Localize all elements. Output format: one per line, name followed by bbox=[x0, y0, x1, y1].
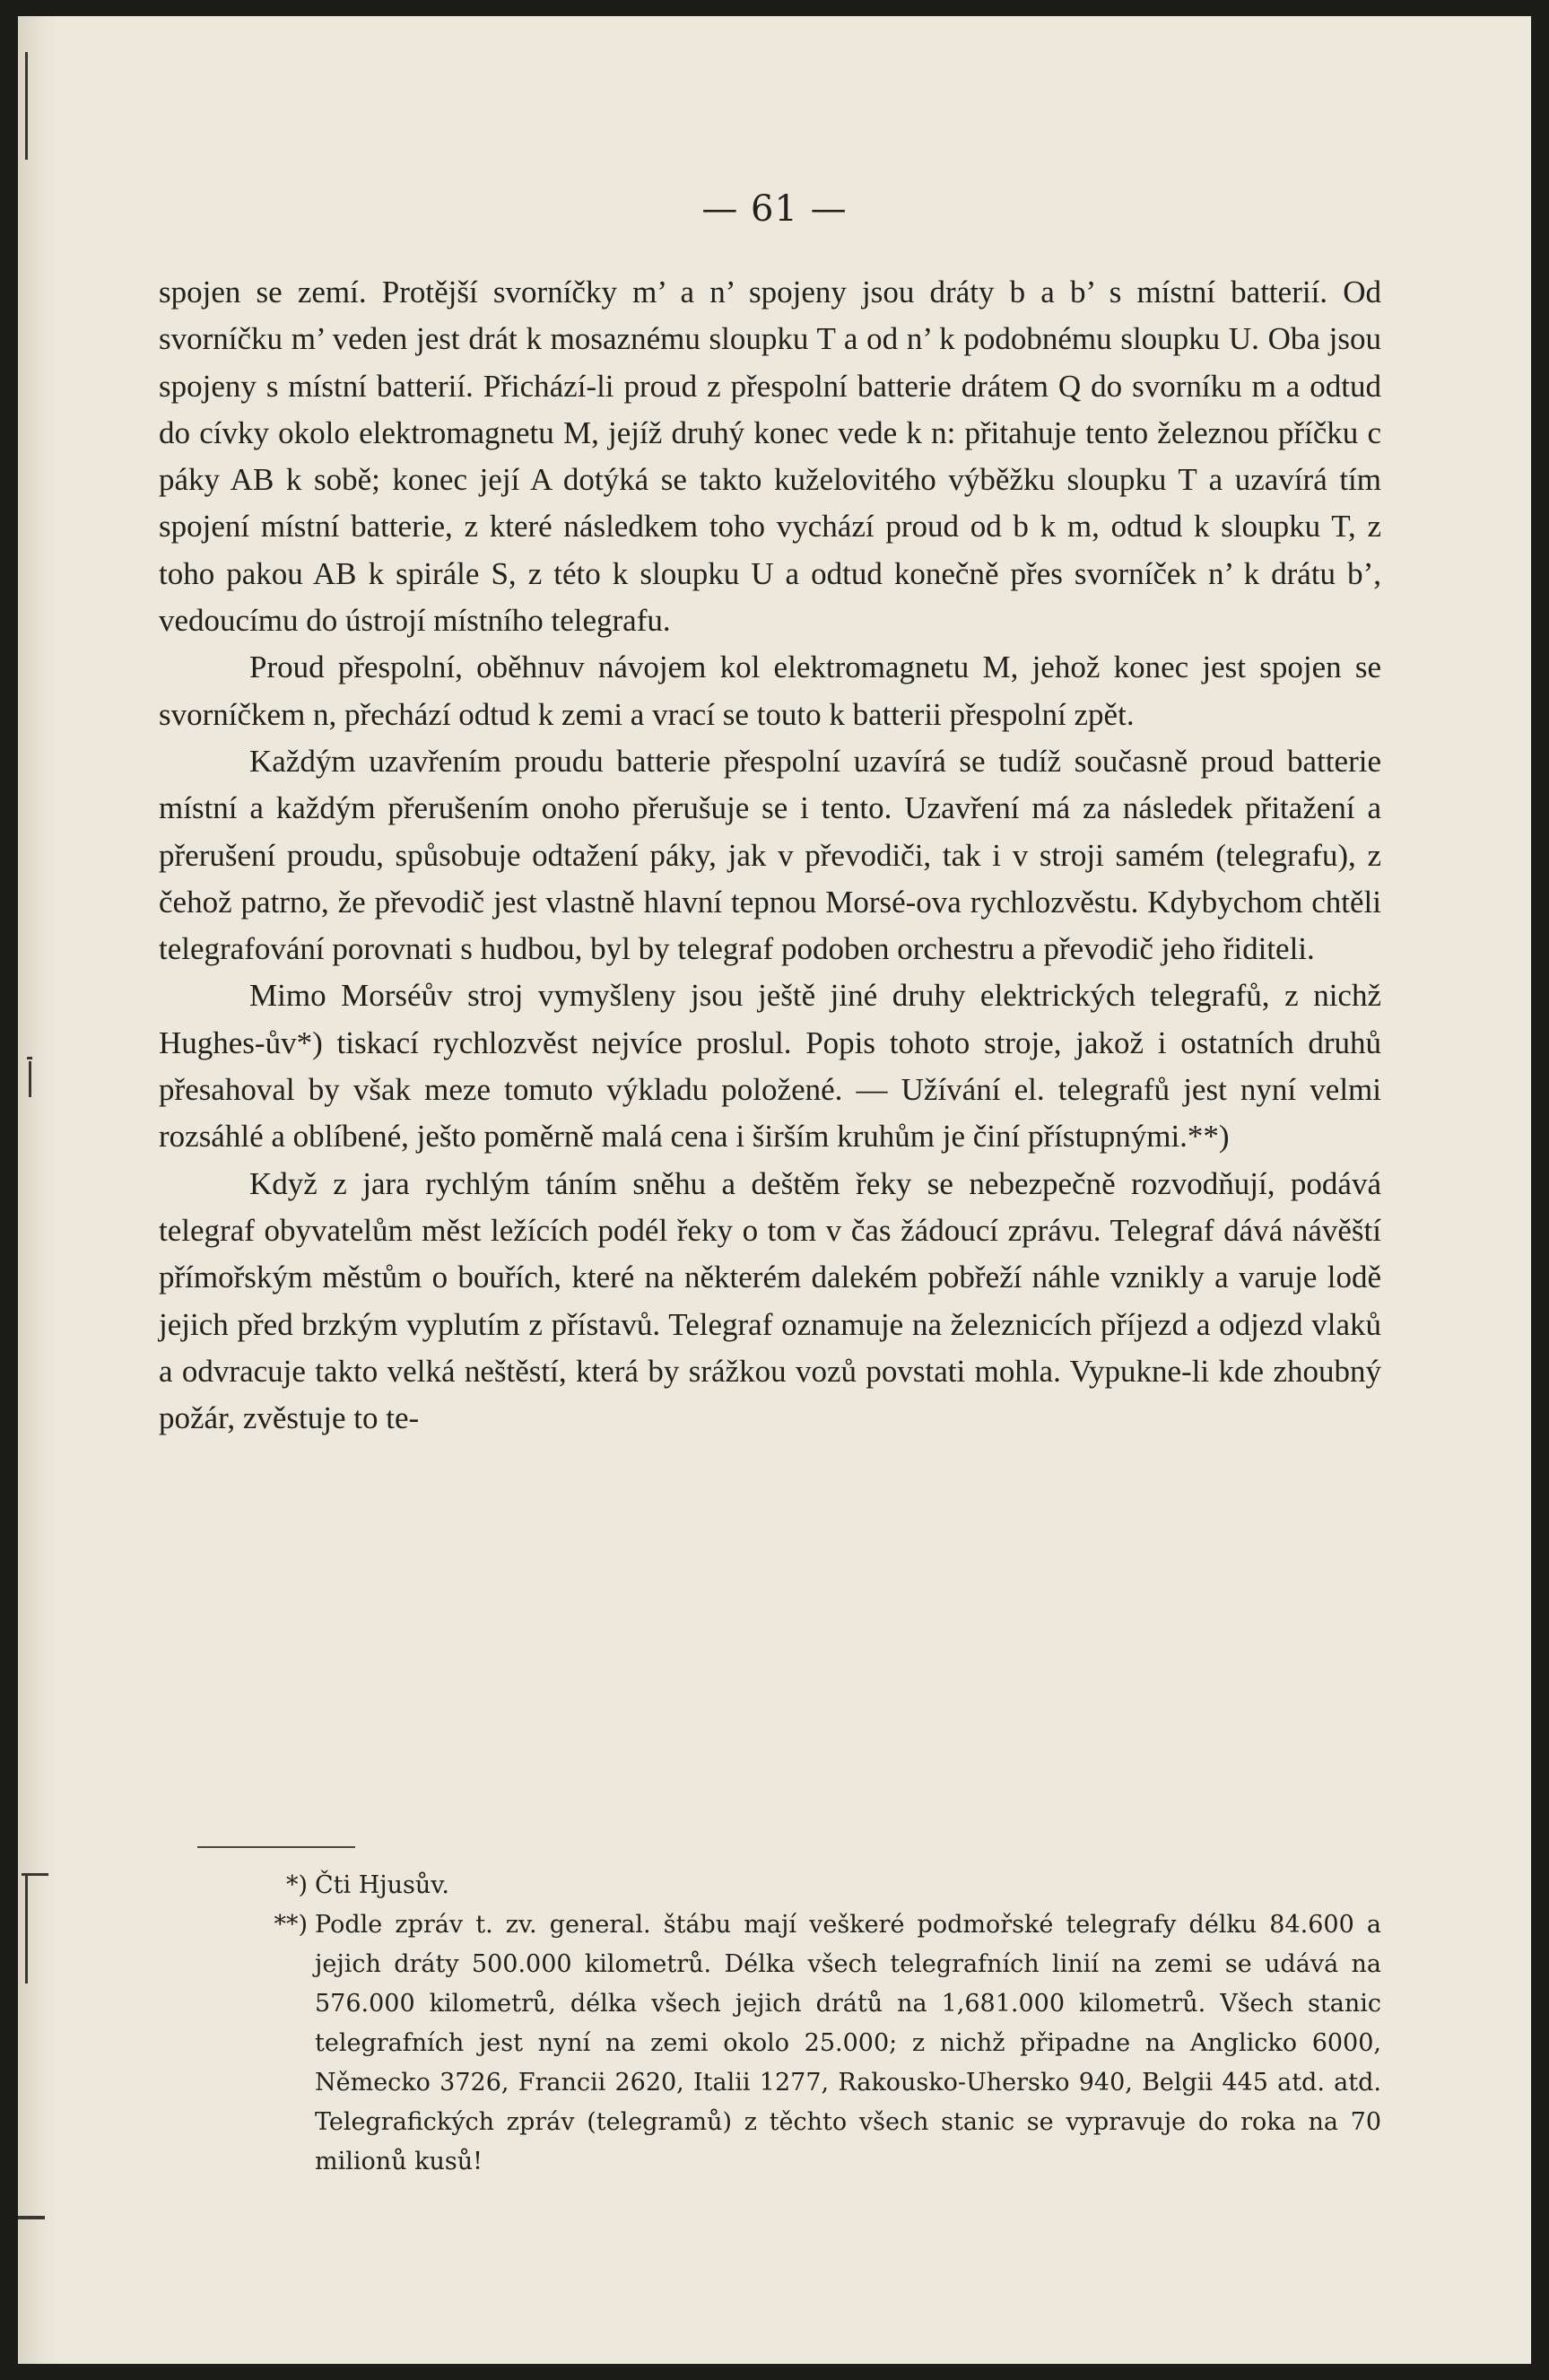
page-number: — 61 — bbox=[701, 188, 848, 230]
footnote-text: Čti Hjusův. bbox=[315, 1871, 449, 1899]
footnote bbox=[256, 1905, 1381, 2182]
paragraph: Mimo Morséův stroj vymyšleny jsou ještě jiné druhy elektrických telegrafů, z nichž Hughes-ův*) tiskací rychlozvěst nejvíce proslul. Popis tohoto stroje, jakož i ostatních druhů přesahoval by však meze tomuto výkladu položené. — Užívání el. telegrafů jest nyní velmi rozsáhlé a oblíbené, ješto poměrně malá cena i širším kruhům je činí přístupnými.**) bbox=[159, 978, 1381, 1155]
footnote-divider bbox=[197, 1846, 355, 1848]
binding-stitch-mark bbox=[27, 1057, 32, 1059]
paragraph: Každým uzavřením proudu batterie přespolní uzavírá se tudíž současně proud batterie místní a každým přerušením onoho přerušuje se i tento. Uzavření má za následek přitažení a přerušení proudu, spůsobuje odtažení páky, jak v převodiči, tak i v stroji samém (telegrafu), z čehož patrno, že převodič jest vlastně hlavní tepnou Morsé-ova rychlozvěstu. Kdybychom chtěli telegrafování porovnati s hudbou, byl by telegraf podoben orchestru a převodič jeho řiditeli. bbox=[159, 743, 1381, 967]
footnote-mark: **) bbox=[274, 1911, 308, 1939]
footnotes bbox=[256, 1866, 1381, 2182]
paragraph: Když z jara rychlým táním sněhu a deštěm řeky se nebezpečně rozvodňují, podává telegraf obyvatelům měst ležících podél řeky o tom v čas žádoucí zprávu. Telegraf dává návěští přímořským městům o bouřích, které na některém dalekém pobřeží náhle vznikly a varuje lodě jejich před brzkým vyplutím z přístavů. Telegraf oznamuje na železnicích příjezd a odjezd vlaků a odvracuje takto velká neštěstí, která by srážkou vozů povstati mohla. Vypukne-li kde zhoubný požár, zvěstuje to te- bbox=[159, 1165, 1381, 1436]
footnote-mark: *) bbox=[285, 1871, 308, 1899]
page-binding-edge bbox=[18, 16, 56, 2364]
binding-stitch-mark bbox=[25, 52, 28, 160]
footnote-text: Podle zpráv t. zv. general. štábu mají veškeré podmořské telegrafy délku 84.600 a jejich dráty 500.000 kilometrů. Délka všech telegrafních linií na zemi se udává na 576.000 kilometrů, délka všech jejich drátů na 1,681.000 kilometrů. Všech stanic telegrafních jest nyní na zemi okolo 25.000; z nichž připadne na Anglicko 6000, Německo 3726, Francii 2620, Italii 1277, Rakousko-Uhersko 940, Belgii 445 atd. atd. Telegrafických zpráv (telegramů) z těchto všech stanic se vypravuje do roka na 70 milionů kusů! bbox=[315, 1911, 1381, 2175]
binding-stitch-mark bbox=[25, 1876, 28, 1983]
paragraph: Proud přespolní, oběhnuv návojem kol elektromagnetu M, jehož konec jest spojen se svorníčkem n, přechází odtud k zemi a vrací se touto k batterii přespolní zpět. bbox=[159, 649, 1381, 732]
book-page bbox=[18, 16, 1531, 2364]
binding-stitch-mark bbox=[18, 2216, 45, 2219]
binding-stitch-mark bbox=[29, 1061, 31, 1097]
footnote bbox=[256, 1866, 1381, 1905]
paragraph: spojen se zemí. Protější svorníčky m’ a n’ spojeny jsou dráty b a b’ s místní batterií. Od svorníčku m’ veden jest drát k mosaznému sloupku T a od n’ k podobnému sloupku U. Oba jsou spojeny s místní batterií. Přichází-li proud z přespolní batterie drátem Q do svorníku m a odtud do cívky okolo elektromagnetu M, jejíž druhý konec vede k n: přitahuje tento železnou příčku c páky AB k sobě; konec její A dotýká se takto kuželovitého výběžku sloupku T a uzavírá tím spojení místní batterie, z které následkem toho vychází proud od b k m, odtud k sloupku T, z toho pakou AB k spirále S, z této k sloupku U a odtud konečně přes svorníček n’ k drátu b’, vedoucímu do ústrojí místního telegrafu. bbox=[159, 275, 1381, 639]
body-text bbox=[159, 269, 1381, 1442]
